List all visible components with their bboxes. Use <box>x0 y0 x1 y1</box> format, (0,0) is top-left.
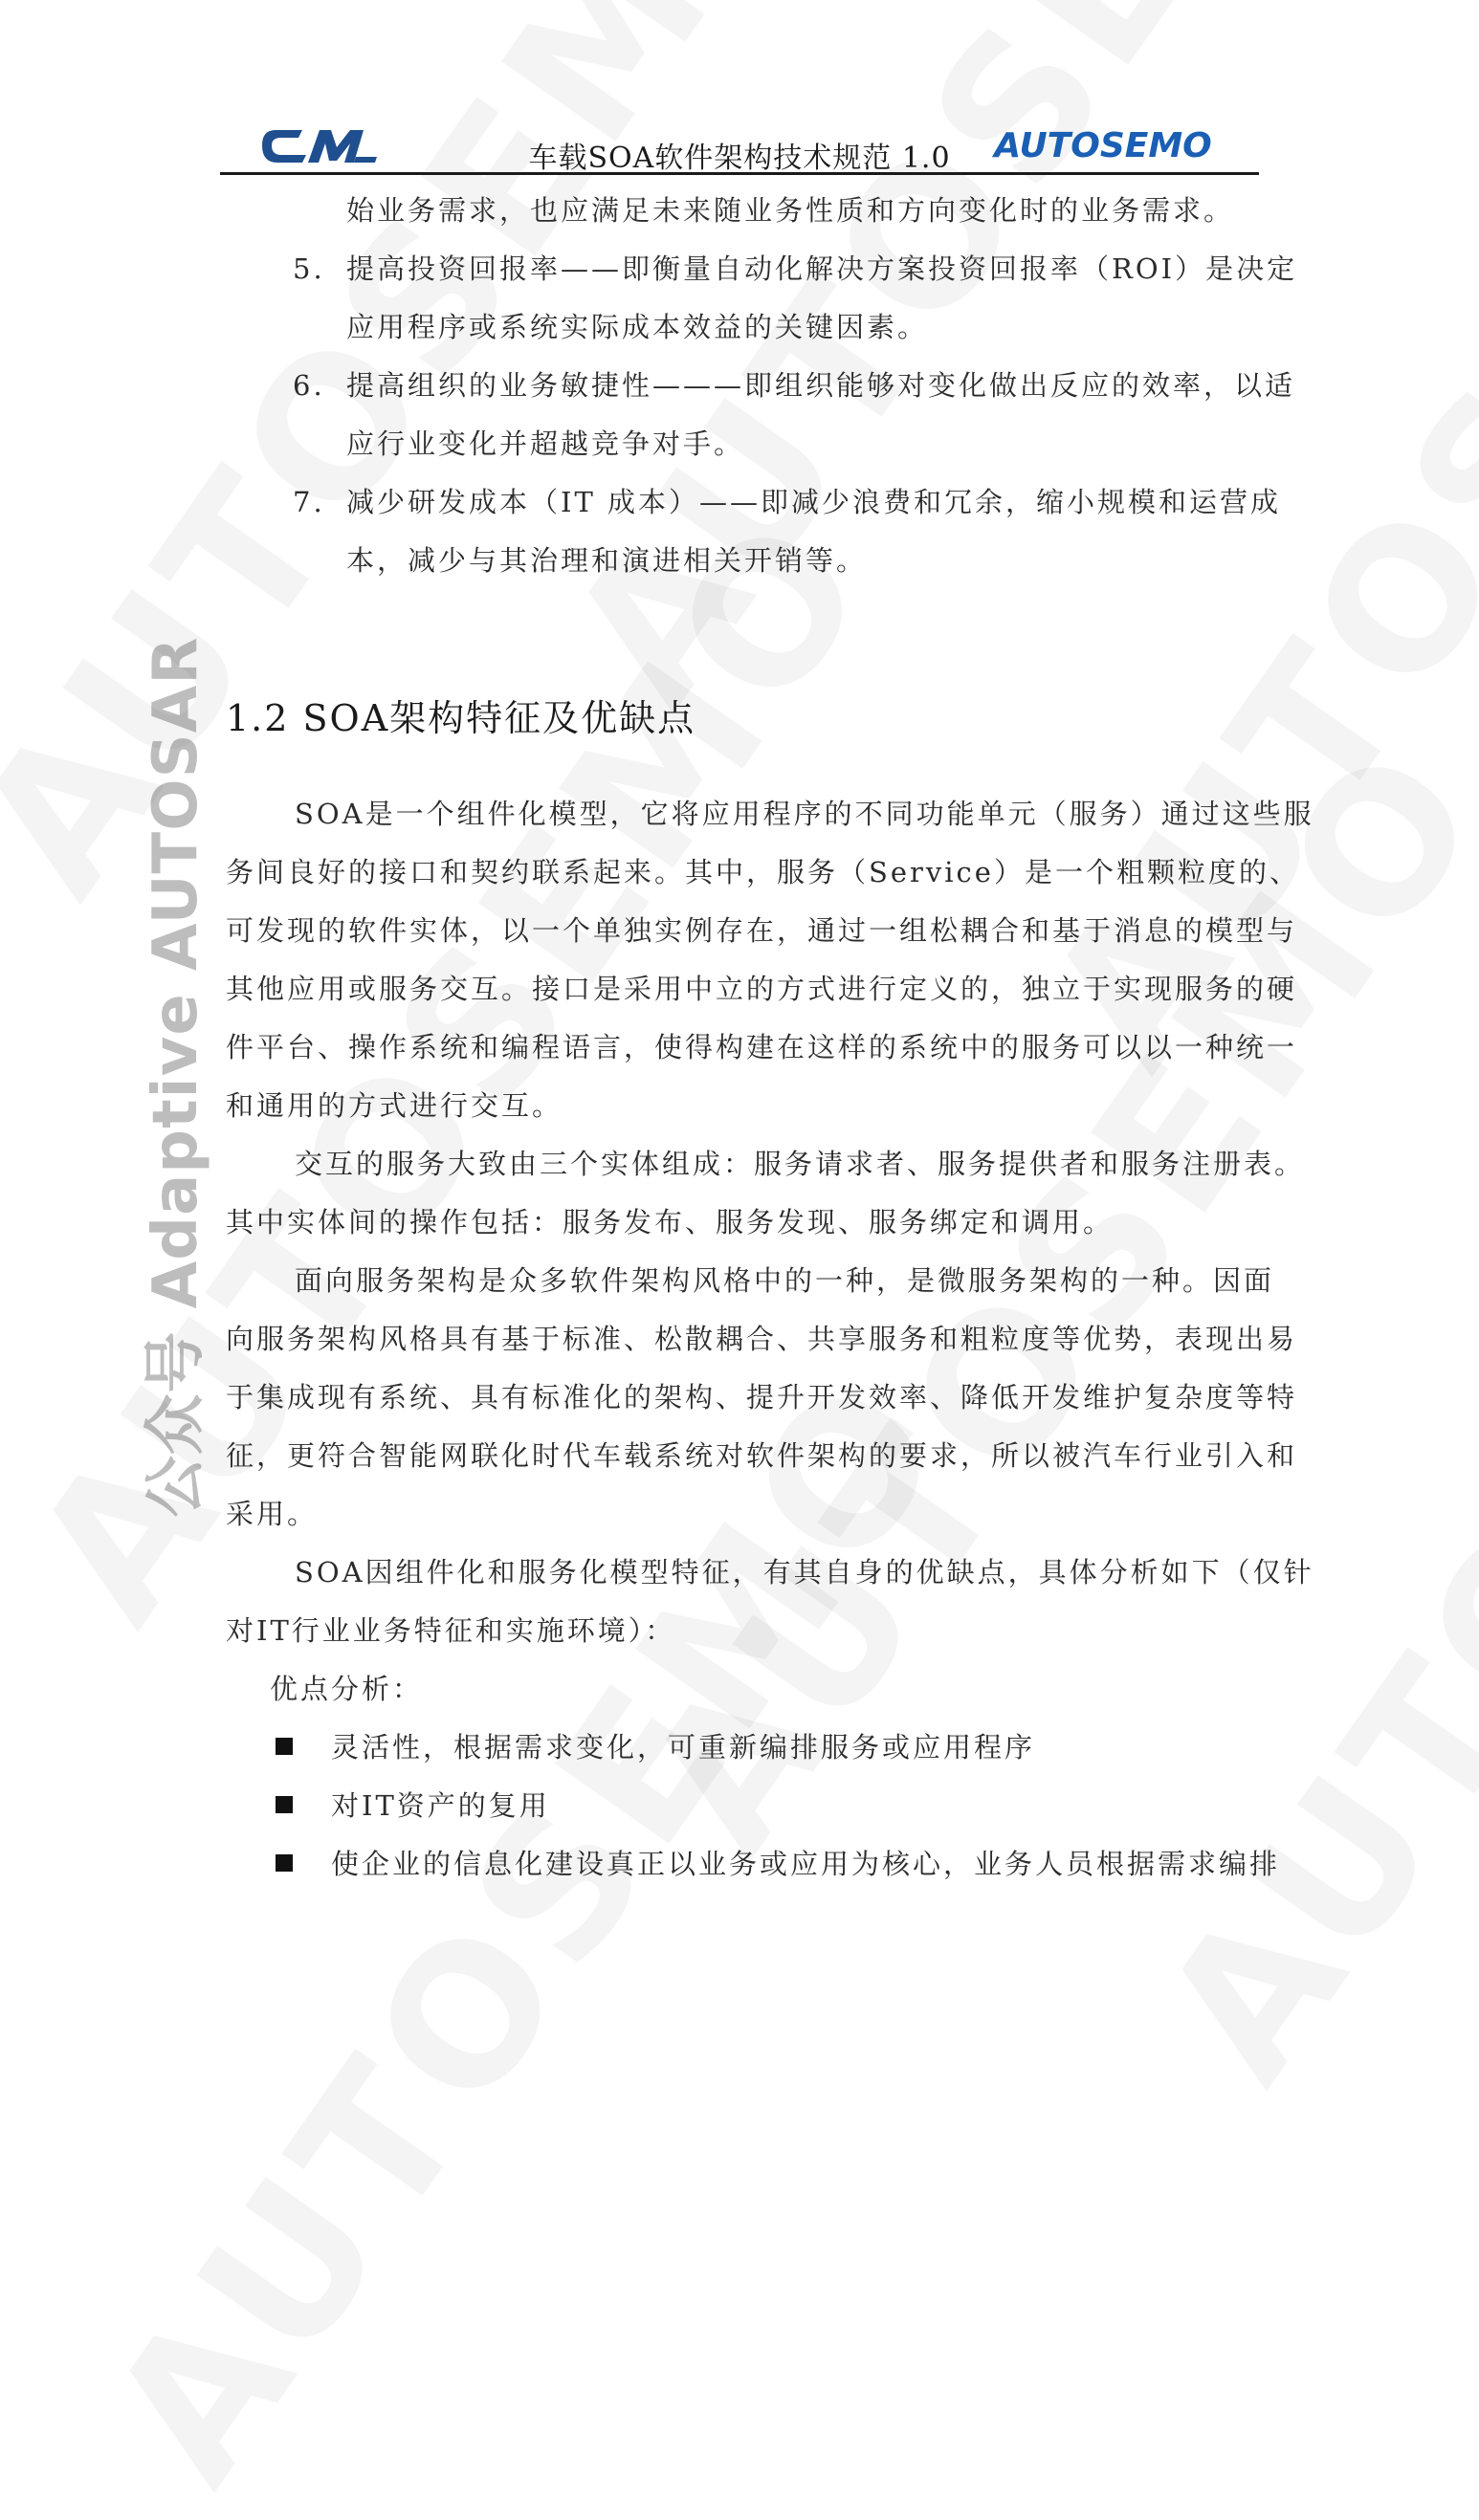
paragraph-line: 向服务架构风格具有基于标准、松散耦合、共享服务和粗粒度等优势，表现出易 <box>226 1323 1298 1355</box>
page-body <box>226 182 1314 1894</box>
paragraph-line: 务间良好的接口和契约联系起来。其中，服务（Service）是一个粗颗粒度的、 <box>226 856 1300 888</box>
bullet-item <box>226 1835 1281 1894</box>
paragraph-line: SOA是一个组件化模型，它将应用程序的不同功能单元（服务）通过这些服 <box>295 798 1314 830</box>
list-item-line <box>226 240 1298 298</box>
side-watermark: 公众号 Adaptive AUTOSAR <box>141 636 211 1518</box>
list-item-text: 提高组织的业务敏捷性———即组织能够对变化做出反应的效率，以适 <box>346 369 1296 402</box>
list-item-line <box>226 357 1296 415</box>
list-item-text: 减少研发成本（IT 成本）——即减少浪费和冗余，缩小规模和运营成 <box>346 486 1282 518</box>
paragraph <box>226 1135 1306 1252</box>
list-item <box>226 240 1298 357</box>
paragraph-line: 件平台、操作系统和编程语言，使得构建在这样的系统中的服务可以以一种统一 <box>226 1031 1298 1063</box>
paragraph-line: 采用。 <box>226 1498 319 1530</box>
list-item-line <box>226 473 1282 532</box>
paragraph-line: 征，更符合智能网联化时代车载系统对软件架构的要求，所以被汽车行业引入和 <box>226 1439 1298 1472</box>
autosemo-logo-text: AUTOSEMO <box>994 126 1212 165</box>
square-bullet-icon <box>276 1854 293 1872</box>
list-item-line: 应用程序或系统实际成本效益的关键因素。 <box>346 311 929 343</box>
paragraph-line: 可发现的软件实体，以一个单独实例存在，通过一组松耦合和基于消息的模型与 <box>226 914 1298 947</box>
list-continuation-line: 始业务需求，也应满足未来随业务性质和方向变化时的业务需求。 <box>346 194 1235 227</box>
bullet-text: 灵活性，根据需求变化，可重新编排服务或应用程序 <box>331 1731 1036 1764</box>
list-item-number: 5. <box>293 252 325 285</box>
paragraph-line: 其他应用或服务交互。接口是采用中立的方式进行定义的，独立于实现服务的硬 <box>226 973 1298 1005</box>
bullet-item <box>226 1777 1259 1835</box>
bullet-item <box>226 1719 1259 1777</box>
paragraph-line: 和通用的方式进行交互。 <box>226 1089 563 1122</box>
page-header-title: 车载SOA软件架构技术规范 1.0 <box>528 142 951 175</box>
list-item <box>226 357 1296 473</box>
autosemo-logo <box>983 119 1223 168</box>
paragraph-line: 面向服务架构是众多软件架构风格中的一种，是微服务架构的一种。因面 <box>295 1264 1275 1297</box>
header-rule <box>220 172 1259 175</box>
paragraph-line: SOA因组件化和服务化模型特征，有其自身的优缺点，具体分析如下（仅针 <box>295 1556 1314 1589</box>
paragraph-line: 对IT行业业务特征和实施环境）： <box>226 1614 676 1647</box>
bullet-text: 对IT资产的复用 <box>331 1789 550 1822</box>
paragraph-line: 其中实体间的操作包括：服务发布、服务发现、服务绑定和调用。 <box>226 1206 1115 1238</box>
page-header <box>220 115 1259 175</box>
square-bullet-icon <box>276 1796 293 1813</box>
paragraph-line: 于集成现有系统、具有标准化的架构、提升开发效率、降低开发维护复杂度等特 <box>226 1381 1298 1413</box>
paragraph <box>226 785 1314 1135</box>
paragraph-line: 交互的服务大致由三个实体组成：服务请求者、服务提供者和服务注册表。 <box>295 1148 1306 1180</box>
list-item-line: 本，减少与其治理和演进相关开销等。 <box>346 544 868 577</box>
list-item <box>226 473 1282 590</box>
advantages-label: 优点分析： <box>270 1673 424 1705</box>
square-bullet-icon <box>276 1738 293 1755</box>
paragraph <box>226 1252 1298 1544</box>
paragraph <box>226 1544 1314 1660</box>
list-item-text: 提高投资回报率——即衡量自动化解决方案投资回报率（ROI）是决定 <box>346 252 1298 285</box>
section-heading: 1.2 SOA架构特征及优缺点 <box>226 697 696 739</box>
list-item-number: 7. <box>293 486 325 518</box>
list-item-number: 6. <box>293 369 325 402</box>
list-item-line: 应行业变化并超越竞争对手。 <box>346 427 745 460</box>
bullet-text: 使企业的信息化建设真正以业务或应用为核心，业务人员根据需求编排 <box>331 1848 1281 1880</box>
